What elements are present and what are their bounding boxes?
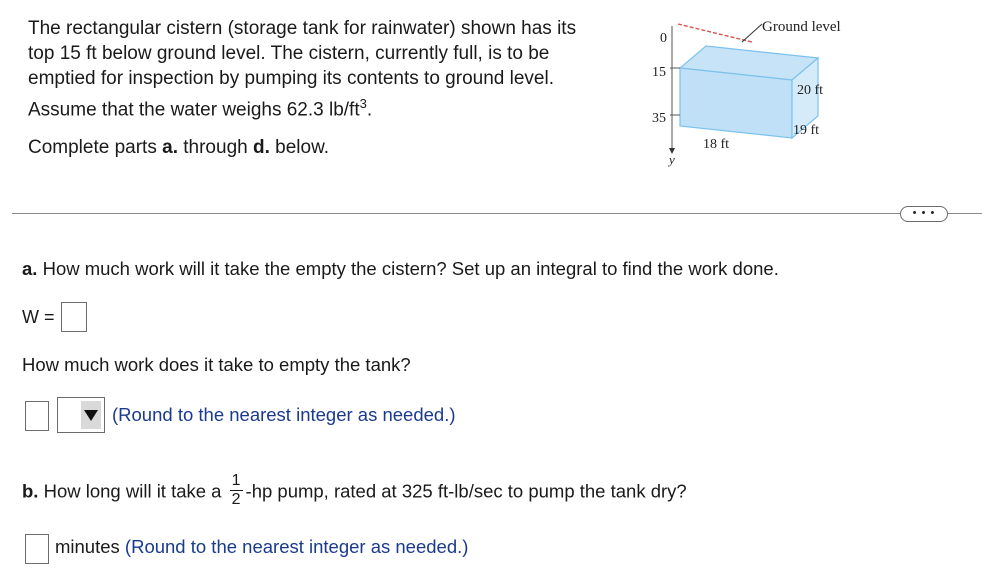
part-b-text-1: How long will it take a [38,480,227,502]
dim-depth: 19 ft [793,123,820,138]
tick-0: 0 [660,31,667,46]
half-fraction [230,472,243,509]
problem-statement [28,16,628,122]
minutes-unit: minutes [55,536,120,557]
density-period: . [366,99,373,121]
work-value-input[interactable] [25,401,49,431]
ground-level-label: Ground level [762,19,841,35]
ground-line [678,24,752,42]
fraction-numerator: 1 [231,472,241,489]
problem-line-4 [28,91,628,122]
parts-suffix: below. [269,137,330,158]
problem-line-3: emptied for inspection by pumping its contents to ground level. [28,68,554,89]
part-b-question [22,474,687,511]
ground-pointer [742,24,762,42]
parts-instruction [28,137,329,159]
part-a-text: How much work will it take the empty the cistern? Set up an integral to find the work done. [37,258,779,279]
problem-line-2: top 15 ft below ground level. The cistern, currently full, is to be [28,43,550,64]
work-unit-dropdown[interactable] [57,397,105,433]
problem-line-1: The rectangular cistern (storage tank for rainwater) shown has its [28,18,577,39]
part-a-letter: a. [22,258,38,279]
axis-var-y: y [669,152,675,167]
minutes-input[interactable] [25,534,49,564]
part-b-rounding-hint: (Round to the nearest integer as needed.) [124,536,469,557]
section-divider [12,213,900,214]
part-b-text-2: -hp pump, rated at 325 ft-lb/sec to pump the tank dry? [245,480,687,502]
dim-length: 18 ft [703,137,730,152]
dropdown-arrow-icon[interactable] [81,401,101,429]
part-a-question-2: How much work does it take to empty the tank? [22,354,411,375]
dim-height: 20 ft [797,83,824,98]
work-integral-input[interactable] [61,302,87,332]
parts-mid: through [177,137,253,158]
part-b-letter: b. [22,480,39,502]
w-label: W = [22,307,55,327]
density-exponent: 3 [359,96,367,111]
parts-prefix: Complete parts [28,137,163,158]
cistern-figure [630,10,880,170]
tank-front-face [680,68,792,138]
tick-15: 15 [652,65,666,80]
part-a-rounding-hint: (Round to the nearest integer as needed.) [112,404,456,425]
parts-d: d. [252,137,270,158]
parts-a: a. [162,137,178,158]
part-a-question [22,258,779,280]
more-options-button[interactable]: • • • [900,206,948,222]
tick-35: 35 [652,111,666,126]
fraction-denominator: 2 [231,491,241,508]
section-divider-right [948,213,982,214]
minutes-line [55,536,468,558]
density-text: Assume that the water weighs 62.3 lb/ft [28,99,360,121]
